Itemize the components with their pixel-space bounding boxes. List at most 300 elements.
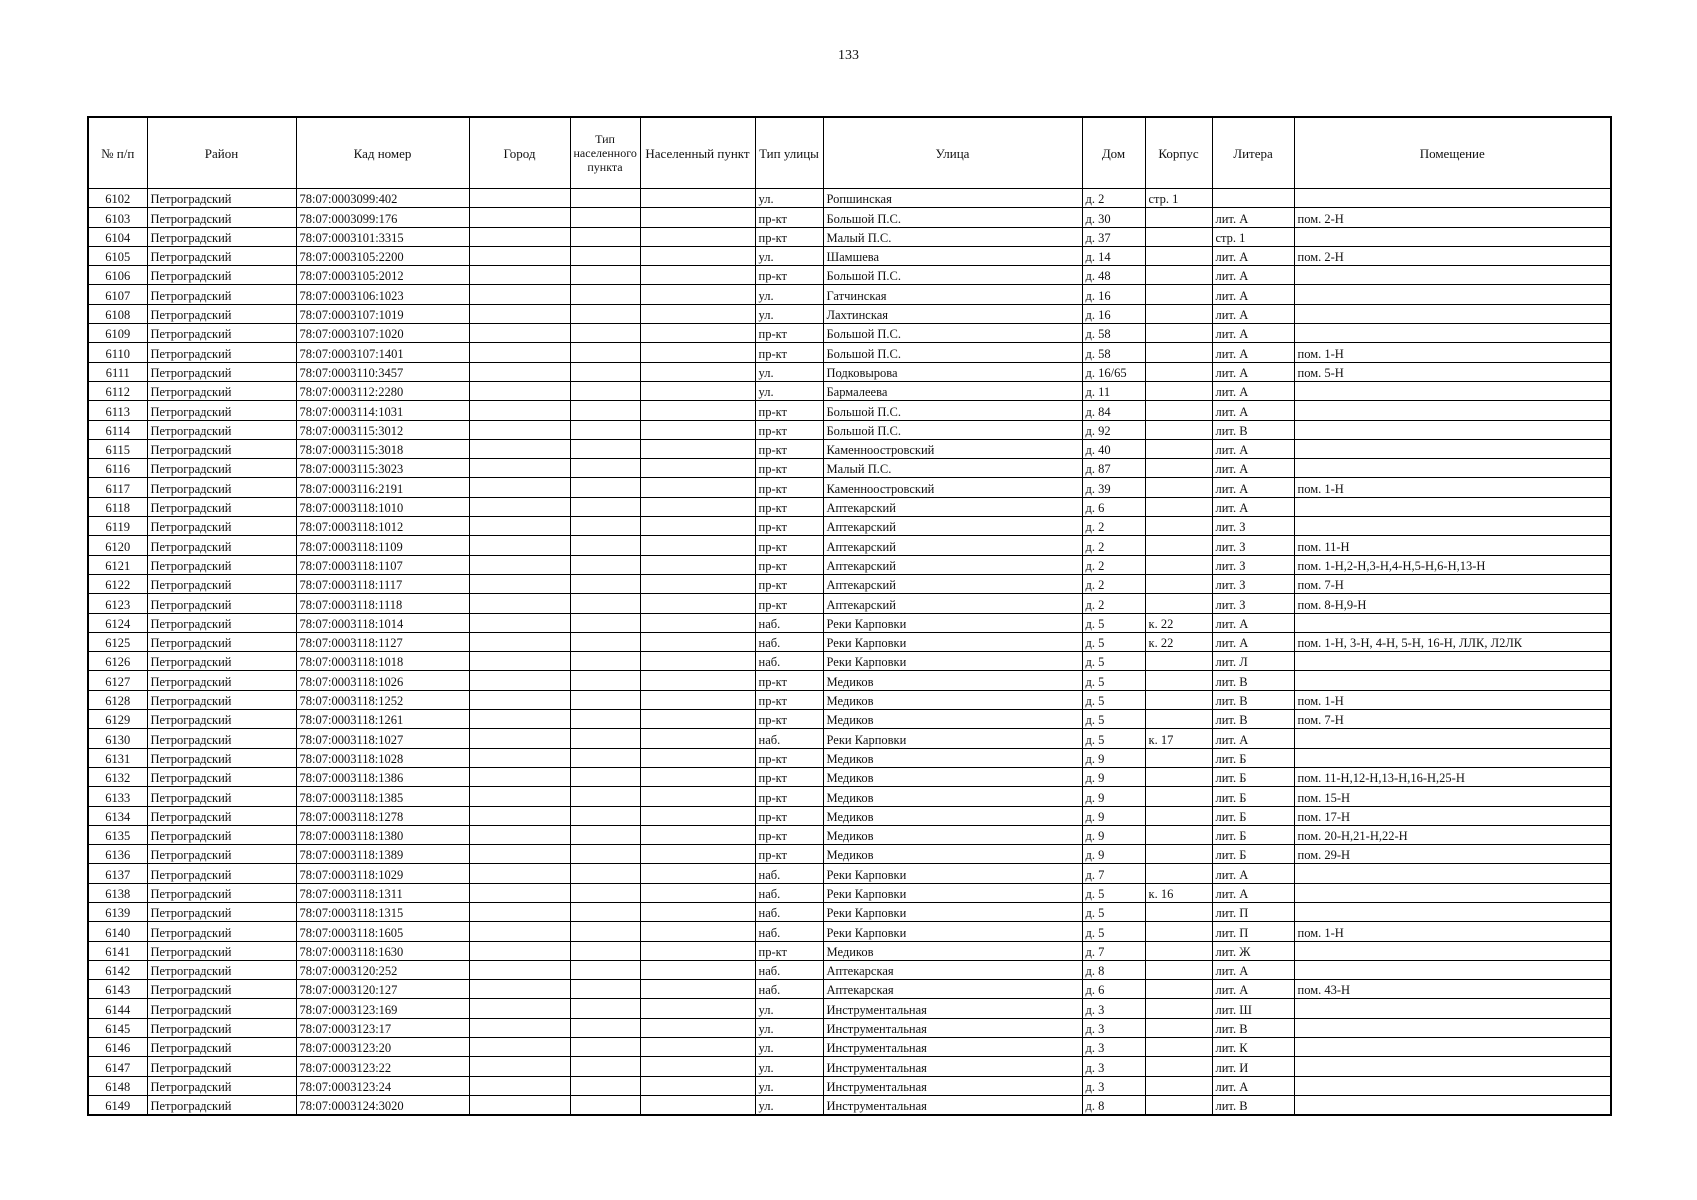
settlement-cell (640, 266, 755, 285)
street-type-cell: ул. (755, 1038, 823, 1057)
header-city: Город (469, 117, 570, 189)
settlement-type-cell (570, 574, 640, 593)
city-cell (469, 1038, 570, 1057)
district-cell: Петроградский (147, 767, 296, 786)
settlement-type-cell (570, 729, 640, 748)
house-cell: д. 3 (1082, 999, 1145, 1018)
building-cell (1145, 594, 1212, 613)
district-cell: Петроградский (147, 189, 296, 208)
row-number-cell: 6145 (88, 1018, 147, 1037)
house-cell: д. 7 (1082, 941, 1145, 960)
district-cell: Петроградский (147, 536, 296, 555)
table-row (88, 420, 1611, 439)
settlement-cell (640, 980, 755, 999)
table-row (88, 1057, 1611, 1076)
cadastral-number-cell: 78:07:0003123:22 (296, 1057, 469, 1076)
letter-cell: лит. А (1212, 960, 1294, 979)
street-cell: Медиков (823, 825, 1082, 844)
street-type-cell: пр-кт (755, 227, 823, 246)
row-number-cell: 6142 (88, 960, 147, 979)
street-type-cell: пр-кт (755, 690, 823, 709)
street-type-cell: ул. (755, 999, 823, 1018)
house-cell: д. 7 (1082, 864, 1145, 883)
letter-cell: лит. В (1212, 690, 1294, 709)
letter-cell: лит. А (1212, 864, 1294, 883)
table-row (88, 246, 1611, 265)
row-number-cell: 6106 (88, 266, 147, 285)
building-cell (1145, 1076, 1212, 1095)
letter-cell: лит. А (1212, 285, 1294, 304)
row-number-cell: 6124 (88, 613, 147, 632)
city-cell (469, 652, 570, 671)
letter-cell: лит. В (1212, 1095, 1294, 1115)
house-cell: д. 40 (1082, 439, 1145, 458)
settlement-cell (640, 189, 755, 208)
premises-cell (1294, 381, 1611, 400)
house-cell: д. 5 (1082, 671, 1145, 690)
street-type-cell: пр-кт (755, 497, 823, 516)
street-cell: Аптекарский (823, 574, 1082, 593)
cadastral-number-cell: 78:07:0003118:1386 (296, 767, 469, 786)
city-cell (469, 574, 570, 593)
settlement-type-cell (570, 362, 640, 381)
settlement-type-cell (570, 1095, 640, 1115)
building-cell (1145, 304, 1212, 323)
district-cell: Петроградский (147, 922, 296, 941)
house-cell: д. 2 (1082, 555, 1145, 574)
row-number-cell: 6143 (88, 980, 147, 999)
letter-cell: лит. А (1212, 632, 1294, 651)
city-cell (469, 767, 570, 786)
district-cell: Петроградский (147, 497, 296, 516)
settlement-cell (640, 208, 755, 227)
cadastral-number-cell: 78:07:0003118:1118 (296, 594, 469, 613)
cadastral-number-cell: 78:07:0003118:1630 (296, 941, 469, 960)
settlement-cell (640, 1018, 755, 1037)
premises-cell (1294, 941, 1611, 960)
settlement-type-cell (570, 478, 640, 497)
district-cell: Петроградский (147, 613, 296, 632)
premises-cell (1294, 613, 1611, 632)
header-row-number: № п/п (88, 117, 147, 189)
letter-cell: лит. А (1212, 246, 1294, 265)
street-cell: Лахтинская (823, 304, 1082, 323)
street-type-cell: пр-кт (755, 671, 823, 690)
letter-cell: лит. Б (1212, 748, 1294, 767)
table-row (88, 960, 1611, 979)
city-cell (469, 825, 570, 844)
building-cell (1145, 439, 1212, 458)
city-cell (469, 1076, 570, 1095)
registry-table (87, 116, 1612, 1116)
settlement-type-cell (570, 1038, 640, 1057)
table-row (88, 690, 1611, 709)
letter-cell: лит. А (1212, 304, 1294, 323)
district-cell: Петроградский (147, 1038, 296, 1057)
table-row (88, 594, 1611, 613)
settlement-type-cell (570, 189, 640, 208)
street-cell: Аптекарский (823, 536, 1082, 555)
settlement-cell (640, 324, 755, 343)
settlement-cell (640, 439, 755, 458)
settlement-type-cell (570, 324, 640, 343)
street-type-cell: наб. (755, 729, 823, 748)
street-cell: Гатчинская (823, 285, 1082, 304)
table-row (88, 825, 1611, 844)
house-cell: д. 16 (1082, 304, 1145, 323)
street-cell: Аптекарский (823, 517, 1082, 536)
row-number-cell: 6146 (88, 1038, 147, 1057)
table-row (88, 401, 1611, 420)
street-cell: Большой П.С. (823, 208, 1082, 227)
settlement-cell (640, 960, 755, 979)
street-type-cell: ул. (755, 1057, 823, 1076)
city-cell (469, 1095, 570, 1115)
house-cell: д. 16 (1082, 285, 1145, 304)
building-cell (1145, 401, 1212, 420)
city-cell (469, 324, 570, 343)
street-type-cell: ул. (755, 1095, 823, 1115)
premises-cell (1294, 304, 1611, 323)
letter-cell: лит. З (1212, 536, 1294, 555)
page-number: 133 (838, 48, 859, 63)
district-cell: Петроградский (147, 960, 296, 979)
cadastral-number-cell: 78:07:0003099:176 (296, 208, 469, 227)
building-cell (1145, 246, 1212, 265)
street-type-cell: пр-кт (755, 941, 823, 960)
letter-cell: лит. З (1212, 555, 1294, 574)
table-row (88, 497, 1611, 516)
house-cell: д. 92 (1082, 420, 1145, 439)
cadastral-number-cell: 78:07:0003118:1127 (296, 632, 469, 651)
settlement-type-cell (570, 787, 640, 806)
letter-cell: лит. А (1212, 980, 1294, 999)
street-cell: Каменноостровский (823, 439, 1082, 458)
header-settlement: Населенный пункт (640, 117, 755, 189)
settlement-type-cell (570, 227, 640, 246)
table-row (88, 362, 1611, 381)
city-cell (469, 787, 570, 806)
letter-cell: лит. Л (1212, 652, 1294, 671)
street-cell: Реки Карповки (823, 864, 1082, 883)
street-cell: Малый П.С. (823, 227, 1082, 246)
cadastral-number-cell: 78:07:0003118:1385 (296, 787, 469, 806)
house-cell: д. 5 (1082, 902, 1145, 921)
settlement-type-cell (570, 555, 640, 574)
city-cell (469, 304, 570, 323)
row-number-cell: 6118 (88, 497, 147, 516)
street-type-cell: ул. (755, 381, 823, 400)
house-cell: д. 37 (1082, 227, 1145, 246)
street-type-cell: пр-кт (755, 767, 823, 786)
street-type-cell: пр-кт (755, 806, 823, 825)
settlement-cell (640, 1076, 755, 1095)
settlement-cell (640, 941, 755, 960)
premises-cell (1294, 459, 1611, 478)
table-row (88, 1038, 1611, 1057)
letter-cell: лит. А (1212, 1076, 1294, 1095)
street-cell: Реки Карповки (823, 652, 1082, 671)
street-type-cell: пр-кт (755, 710, 823, 729)
premises-cell: пом. 17-Н (1294, 806, 1611, 825)
settlement-type-cell (570, 652, 640, 671)
building-cell (1145, 536, 1212, 555)
row-number-cell: 6149 (88, 1095, 147, 1115)
letter-cell: лит. Б (1212, 767, 1294, 786)
city-cell (469, 227, 570, 246)
district-cell: Петроградский (147, 401, 296, 420)
cadastral-number-cell: 78:07:0003118:1029 (296, 864, 469, 883)
street-type-cell: пр-кт (755, 324, 823, 343)
cadastral-number-cell: 78:07:0003114:1031 (296, 401, 469, 420)
row-number-cell: 6111 (88, 362, 147, 381)
settlement-type-cell (570, 999, 640, 1018)
header-settlement-type: Тип населенного пункта (570, 117, 640, 189)
district-cell: Петроградский (147, 517, 296, 536)
settlement-cell (640, 845, 755, 864)
district-cell: Петроградский (147, 246, 296, 265)
cadastral-number-cell: 78:07:0003118:1107 (296, 555, 469, 574)
cadastral-number-cell: 78:07:0003118:1012 (296, 517, 469, 536)
letter-cell: лит. В (1212, 1018, 1294, 1037)
letter-cell: лит. В (1212, 671, 1294, 690)
street-type-cell: пр-кт (755, 459, 823, 478)
letter-cell: лит. А (1212, 883, 1294, 902)
cadastral-number-cell: 78:07:0003123:169 (296, 999, 469, 1018)
settlement-type-cell (570, 1076, 640, 1095)
header-cadastral-number: Кад номер (296, 117, 469, 189)
cadastral-number-cell: 78:07:0003123:24 (296, 1076, 469, 1095)
city-cell (469, 594, 570, 613)
settlement-type-cell (570, 594, 640, 613)
district-cell: Петроградский (147, 324, 296, 343)
house-cell: д. 11 (1082, 381, 1145, 400)
building-cell (1145, 748, 1212, 767)
cadastral-number-cell: 78:07:0003120:127 (296, 980, 469, 999)
table-body (88, 189, 1611, 1116)
house-cell: д. 5 (1082, 632, 1145, 651)
house-cell: д. 2 (1082, 574, 1145, 593)
letter-cell: лит. А (1212, 362, 1294, 381)
settlement-type-cell (570, 825, 640, 844)
street-type-cell: пр-кт (755, 748, 823, 767)
settlement-type-cell (570, 941, 640, 960)
settlement-cell (640, 825, 755, 844)
row-number-cell: 6125 (88, 632, 147, 651)
street-type-cell: наб. (755, 652, 823, 671)
city-cell (469, 748, 570, 767)
table-row (88, 517, 1611, 536)
street-cell: Аптекарский (823, 555, 1082, 574)
table-row (88, 710, 1611, 729)
cadastral-number-cell: 78:07:0003099:402 (296, 189, 469, 208)
street-cell: Медиков (823, 767, 1082, 786)
table-row (88, 227, 1611, 246)
table-row (88, 845, 1611, 864)
building-cell (1145, 420, 1212, 439)
settlement-type-cell (570, 980, 640, 999)
row-number-cell: 6107 (88, 285, 147, 304)
settlement-cell (640, 787, 755, 806)
street-cell: Инструментальная (823, 1038, 1082, 1057)
settlement-cell (640, 710, 755, 729)
district-cell: Петроградский (147, 594, 296, 613)
street-cell: Аптекарский (823, 594, 1082, 613)
settlement-cell (640, 478, 755, 497)
house-cell: д. 3 (1082, 1018, 1145, 1037)
street-type-cell: наб. (755, 632, 823, 651)
building-cell (1145, 767, 1212, 786)
building-cell (1145, 671, 1212, 690)
row-number-cell: 6121 (88, 555, 147, 574)
building-cell: к. 17 (1145, 729, 1212, 748)
cadastral-number-cell: 78:07:0003118:1252 (296, 690, 469, 709)
premises-cell (1294, 401, 1611, 420)
premises-cell: пом. 8-Н,9-Н (1294, 594, 1611, 613)
settlement-type-cell (570, 401, 640, 420)
letter-cell: лит. Б (1212, 787, 1294, 806)
city-cell (469, 864, 570, 883)
street-cell: Шамшева (823, 246, 1082, 265)
row-number-cell: 6147 (88, 1057, 147, 1076)
header-building: Корпус (1145, 117, 1212, 189)
settlement-type-cell (570, 806, 640, 825)
premises-cell: пом. 5-Н (1294, 362, 1611, 381)
street-cell: Аптекарская (823, 960, 1082, 979)
street-cell: Каменноостровский (823, 478, 1082, 497)
building-cell (1145, 227, 1212, 246)
table-row (88, 536, 1611, 555)
street-cell: Большой П.С. (823, 401, 1082, 420)
row-number-cell: 6130 (88, 729, 147, 748)
street-cell: Малый П.С. (823, 459, 1082, 478)
street-cell: Инструментальная (823, 999, 1082, 1018)
settlement-cell (640, 536, 755, 555)
street-type-cell: пр-кт (755, 787, 823, 806)
street-cell: Большой П.С. (823, 420, 1082, 439)
table-row (88, 671, 1611, 690)
cadastral-number-cell: 78:07:0003118:1010 (296, 497, 469, 516)
settlement-cell (640, 864, 755, 883)
street-cell: Медиков (823, 845, 1082, 864)
table-row (88, 980, 1611, 999)
building-cell (1145, 864, 1212, 883)
row-number-cell: 6135 (88, 825, 147, 844)
premises-cell: пом. 11-Н (1294, 536, 1611, 555)
city-cell (469, 208, 570, 227)
row-number-cell: 6123 (88, 594, 147, 613)
premises-cell (1294, 864, 1611, 883)
cadastral-number-cell: 78:07:0003105:2200 (296, 246, 469, 265)
cadastral-number-cell: 78:07:0003110:3457 (296, 362, 469, 381)
row-number-cell: 6108 (88, 304, 147, 323)
house-cell: д. 8 (1082, 960, 1145, 979)
cadastral-number-cell: 78:07:0003107:1020 (296, 324, 469, 343)
street-type-cell: пр-кт (755, 208, 823, 227)
street-type-cell: пр-кт (755, 266, 823, 285)
premises-cell: пом. 2-Н (1294, 208, 1611, 227)
city-cell (469, 729, 570, 748)
city-cell (469, 941, 570, 960)
letter-cell: лит. А (1212, 613, 1294, 632)
letter-cell: лит. А (1212, 729, 1294, 748)
row-number-cell: 6140 (88, 922, 147, 941)
premises-cell (1294, 960, 1611, 979)
table-row (88, 324, 1611, 343)
street-type-cell: ул. (755, 304, 823, 323)
building-cell: к. 22 (1145, 632, 1212, 651)
premises-cell (1294, 748, 1611, 767)
street-cell: Аптекарская (823, 980, 1082, 999)
city-cell (469, 517, 570, 536)
row-number-cell: 6110 (88, 343, 147, 362)
premises-cell: пом. 11-Н,12-Н,13-Н,16-Н,25-Н (1294, 767, 1611, 786)
settlement-type-cell (570, 517, 640, 536)
street-type-cell: пр-кт (755, 594, 823, 613)
table-row (88, 864, 1611, 883)
premises-cell (1294, 517, 1611, 536)
settlement-type-cell (570, 285, 640, 304)
cadastral-number-cell: 78:07:0003118:1278 (296, 806, 469, 825)
row-number-cell: 6119 (88, 517, 147, 536)
district-cell: Петроградский (147, 690, 296, 709)
settlement-type-cell (570, 883, 640, 902)
cadastral-number-cell: 78:07:0003118:1014 (296, 613, 469, 632)
city-cell (469, 806, 570, 825)
row-number-cell: 6127 (88, 671, 147, 690)
letter-cell: лит. П (1212, 902, 1294, 921)
letter-cell: лит. В (1212, 420, 1294, 439)
cadastral-number-cell: 78:07:0003116:2191 (296, 478, 469, 497)
settlement-cell (640, 613, 755, 632)
cadastral-number-cell: 78:07:0003101:3315 (296, 227, 469, 246)
settlement-cell (640, 574, 755, 593)
building-cell (1145, 980, 1212, 999)
district-cell: Петроградский (147, 652, 296, 671)
letter-cell: лит. А (1212, 381, 1294, 400)
building-cell (1145, 497, 1212, 516)
settlement-cell (640, 1057, 755, 1076)
letter-cell: лит. З (1212, 574, 1294, 593)
header-street-type: Тип улицы (755, 117, 823, 189)
premises-cell (1294, 1076, 1611, 1095)
row-number-cell: 6109 (88, 324, 147, 343)
cadastral-number-cell: 78:07:0003112:2280 (296, 381, 469, 400)
row-number-cell: 6126 (88, 652, 147, 671)
table-row (88, 729, 1611, 748)
street-cell: Реки Карповки (823, 632, 1082, 651)
street-type-cell: наб. (755, 960, 823, 979)
building-cell (1145, 555, 1212, 574)
premises-cell: пом. 1-Н (1294, 690, 1611, 709)
house-cell: д. 3 (1082, 1076, 1145, 1095)
district-cell: Петроградский (147, 825, 296, 844)
district-cell: Петроградский (147, 883, 296, 902)
street-cell: Реки Карповки (823, 902, 1082, 921)
city-cell (469, 420, 570, 439)
house-cell: д. 9 (1082, 748, 1145, 767)
row-number-cell: 6134 (88, 806, 147, 825)
house-cell: д. 2 (1082, 536, 1145, 555)
building-cell (1145, 324, 1212, 343)
city-cell (469, 439, 570, 458)
settlement-cell (640, 729, 755, 748)
street-type-cell: пр-кт (755, 845, 823, 864)
city-cell (469, 613, 570, 632)
district-cell: Петроградский (147, 381, 296, 400)
street-cell: Медиков (823, 671, 1082, 690)
table-row (88, 439, 1611, 458)
